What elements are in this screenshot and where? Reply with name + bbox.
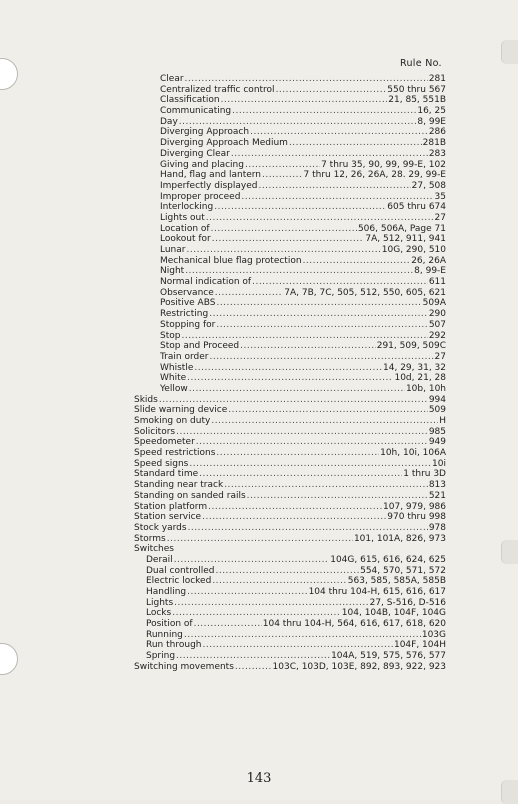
index-term: Speedometer [134, 437, 195, 448]
index-entry [134, 288, 446, 299]
index-term: Lookout for [160, 234, 211, 245]
rule-reference: 10d, 21, 28 [394, 373, 446, 384]
index-term: Diverging Clear [160, 148, 230, 159]
rule-reference: 813 [428, 480, 446, 491]
index-entry [134, 373, 446, 384]
dot-leader [209, 352, 433, 363]
index-term: Running [146, 629, 183, 640]
rule-reference: 104 thru 104-H, 564, 616, 617, 618, 620 [262, 619, 446, 630]
dot-leader [184, 630, 421, 641]
rule-reference: 21, 85, 551B [388, 95, 446, 106]
index-entry [134, 416, 446, 427]
dot-leader [224, 480, 428, 491]
rule-reference: 104 thru 104-H, 615, 616, 617 [308, 587, 446, 597]
index-term: Handling [146, 587, 187, 597]
rule-reference: 8, 99-E [414, 266, 446, 277]
dot-leader [215, 288, 283, 299]
index-term: Lights out [160, 212, 205, 223]
rule-reference: 104G, 615, 616, 624, 625 [330, 554, 446, 565]
dot-leader [208, 502, 382, 513]
dot-leader [172, 608, 341, 619]
index-entry [134, 149, 446, 160]
rule-reference: 7A, 7B, 7C, 505, 512, 550, 605, 621 [284, 287, 446, 298]
index-entry [134, 544, 446, 555]
rule-reference: 26, 26A [411, 255, 446, 266]
rule-reference: 286 [428, 127, 446, 138]
page-tab-middle [501, 540, 518, 564]
index-term: Night [160, 266, 185, 277]
index-entry [134, 502, 446, 513]
index-entry [134, 202, 446, 213]
dot-leader [245, 160, 320, 171]
index-term: Derail [146, 554, 173, 565]
rule-reference: 104A, 519, 575, 576, 577 [331, 651, 446, 662]
punch-hole-top [0, 58, 18, 90]
index-term: Stopping for [160, 319, 216, 330]
rule-reference: 605 thru 674 [387, 202, 446, 213]
page-tab-top [501, 40, 518, 64]
index-entry [134, 309, 446, 320]
index-term: Whistle [160, 362, 194, 373]
index-entry [134, 224, 446, 235]
index-entry [134, 662, 446, 673]
index-entry [134, 437, 446, 448]
rule-reference: 35 [434, 191, 446, 202]
dot-leader [228, 405, 428, 416]
index-term: Classification [160, 95, 220, 106]
dot-leader [167, 534, 353, 545]
index-term: Smoking on duty [134, 416, 211, 426]
index-entry [134, 523, 446, 534]
index-entry [134, 117, 446, 128]
rule-reference: 281 [428, 74, 446, 84]
dot-leader [250, 127, 428, 138]
index-entry [134, 95, 446, 106]
index-entry [134, 320, 446, 331]
rule-reference: 103G [421, 629, 446, 640]
index-entry [134, 213, 446, 224]
index-term: Yellow [160, 383, 188, 394]
rule-reference: 509 [428, 405, 446, 416]
rule-reference: 16, 25 [417, 106, 446, 117]
index-entry [134, 405, 446, 416]
index-term: Station service [134, 512, 202, 523]
dot-leader [252, 277, 428, 288]
index-term: Lights [146, 597, 174, 608]
index-term: Mechanical blue flag protection [160, 255, 302, 266]
index-entry [134, 138, 446, 149]
index-entry [134, 630, 446, 641]
index-entry [134, 427, 446, 438]
dot-leader [179, 117, 417, 128]
dot-leader [196, 437, 428, 448]
dot-leader [221, 95, 388, 106]
rule-reference: 509A [422, 298, 446, 309]
rule-reference: 10h, 10i, 106A [380, 448, 446, 459]
index-entry [134, 480, 446, 491]
index-entry [134, 245, 446, 256]
rule-reference: 10G, 290, 510 [381, 245, 446, 255]
rule-reference: 994 [428, 394, 446, 405]
index-entry [134, 566, 446, 577]
dot-leader [276, 85, 387, 96]
index-entry [134, 277, 446, 288]
rule-reference: 27 [434, 351, 446, 362]
dot-leader [212, 576, 346, 587]
rule-reference: 985 [428, 426, 446, 437]
index-term: Skids [134, 394, 158, 405]
index-term: Storms [134, 533, 166, 544]
rule-reference: 281B [422, 138, 446, 149]
index-term: Positive ABS [160, 298, 216, 309]
index-entry [134, 127, 446, 138]
index-entry [134, 598, 446, 609]
dot-leader [214, 202, 386, 213]
index-entry [134, 448, 446, 459]
index-term: Observance [160, 287, 214, 298]
rule-reference: 521 [428, 490, 446, 501]
index-entry [134, 459, 446, 470]
index-term: Spring [146, 651, 176, 662]
dot-leader [187, 587, 307, 598]
dot-leader [199, 469, 402, 480]
index-term: Stop and Proceed [160, 341, 240, 352]
index-entry [134, 534, 446, 545]
index-entry [134, 85, 446, 96]
index-entry [134, 395, 446, 406]
dot-leader [181, 331, 427, 342]
dot-leader [216, 448, 379, 459]
index-entry [134, 555, 446, 566]
dot-leader [194, 363, 382, 374]
rule-reference: 506, 506A, Page 71 [357, 223, 446, 234]
rule-reference: 10b, 10h [405, 383, 446, 394]
dot-leader [289, 138, 422, 149]
index-entry [134, 512, 446, 523]
rule-reference: 103C, 103D, 103E, 892, 893, 922, 923 [272, 661, 446, 672]
rule-reference: H [439, 416, 446, 426]
index-term: Dual controlled [146, 565, 215, 576]
dot-leader [159, 395, 428, 406]
index-entry [134, 106, 446, 117]
index-term: Normal indication of [160, 277, 252, 288]
index-entry [134, 181, 446, 192]
index-entry [134, 384, 446, 395]
index-term: Hand, flag and lantern [160, 170, 262, 181]
rule-reference: 1 thru 3D [403, 469, 446, 480]
index-term: Speed signs [134, 458, 189, 469]
index-entry [134, 74, 446, 85]
index-entry [134, 234, 446, 245]
dot-leader [202, 640, 392, 651]
dot-leader [247, 491, 428, 502]
dot-leader [235, 662, 272, 673]
rule-reference: 7 thru 12, 26, 26A, 28. 29, 99-E [303, 170, 446, 181]
index-entry [134, 640, 446, 651]
rule-reference: 970 thru 998 [387, 512, 446, 523]
index-term: Standing near track [134, 480, 224, 491]
rule-reference: 949 [428, 437, 446, 448]
index-term: Lunar [160, 245, 186, 255]
index-entry [134, 192, 446, 203]
dot-leader [202, 512, 386, 523]
rule-reference: 27 [434, 212, 446, 223]
rule-reference: 14, 29, 31, 32 [383, 362, 446, 373]
dot-leader [211, 416, 438, 427]
page-number: 143 [246, 771, 272, 786]
index-term: Diverging Approach Medium [160, 138, 288, 149]
dot-leader [216, 298, 421, 309]
index-term: Locks [146, 608, 172, 619]
index-term: Station platform [134, 501, 208, 512]
index-term: Standard time [134, 469, 199, 480]
index-entry [134, 469, 446, 480]
dot-leader [212, 234, 365, 245]
index-term: Speed restrictions [134, 448, 216, 459]
index-term: Train order [160, 351, 209, 362]
index-term: Restricting [160, 309, 209, 320]
dot-leader [187, 373, 393, 384]
rule-reference: 104, 104B, 104F, 104G [341, 608, 446, 619]
rule-reference: 27, S-516, D-516 [369, 597, 446, 608]
index-entry [134, 651, 446, 662]
rule-reference: 563, 585, 585A, 585B [347, 576, 446, 587]
rule-reference: 101, 101A, 826, 973 [353, 533, 446, 544]
dot-leader [176, 427, 428, 438]
index-entry [134, 266, 446, 277]
dot-leader [186, 245, 380, 256]
rule-reference: 8, 99E [417, 116, 446, 127]
index-entry [134, 587, 446, 598]
rule-reference: 554, 570, 571, 572 [360, 565, 446, 576]
index-entry [134, 298, 446, 309]
index-entry [134, 491, 446, 502]
rule-reference: 7A, 512, 911, 941 [365, 234, 446, 245]
rule-reference: 104F, 104H [393, 640, 446, 651]
index-term: Slide warning device [134, 405, 228, 416]
index-entry [134, 352, 446, 363]
rule-reference: 290 [428, 309, 446, 320]
rule-reference: 27, 508 [411, 180, 446, 191]
rule-reference: 292 [428, 330, 446, 341]
rule-reference: 550 thru 567 [387, 84, 446, 95]
index-entry [134, 170, 446, 181]
dot-leader [174, 598, 368, 609]
dot-leader [232, 106, 416, 117]
rule-reference: 291, 509, 509C [376, 341, 446, 352]
index-term: Day [160, 116, 178, 127]
index-term: Diverging Approach [160, 127, 250, 138]
dot-leader [176, 651, 330, 662]
index-term: Solicitors [134, 426, 176, 437]
dot-leader [206, 213, 434, 224]
dot-leader [216, 320, 427, 331]
dot-leader [231, 149, 428, 160]
rule-number-header: Rule No. [400, 58, 442, 69]
index-entry [134, 608, 446, 619]
rule-reference: 507 [428, 319, 446, 330]
dot-leader [241, 192, 433, 203]
dot-leader [211, 224, 357, 235]
dot-leader [188, 523, 428, 534]
punch-hole-bottom [0, 643, 18, 675]
index-term: Run through [146, 640, 202, 651]
index-list [134, 74, 446, 673]
index-term: Imperfectly displayed [160, 180, 258, 191]
index-term: Improper proceed [160, 191, 241, 202]
index-term: Clear [160, 74, 184, 84]
rule-reference: 611 [428, 277, 446, 288]
dot-leader [185, 74, 428, 85]
dot-leader [194, 619, 262, 630]
index-entry [134, 256, 446, 267]
index-term: Stock yards [134, 522, 187, 533]
dot-leader [185, 266, 413, 277]
index-entry [134, 331, 446, 342]
dot-leader [240, 341, 376, 352]
dot-leader [258, 181, 410, 192]
index-term: Switches [134, 544, 174, 555]
index-term: Location of [160, 223, 210, 234]
index-term: Interlocking [160, 202, 214, 213]
index-entry [134, 341, 446, 352]
index-entry [134, 619, 446, 630]
rule-reference: 107, 979, 986 [383, 501, 446, 512]
index-term: Communicating [160, 106, 232, 117]
dot-leader [209, 309, 428, 320]
index-term: Position of [146, 619, 193, 630]
index-term: Standing on sanded rails [134, 490, 246, 501]
rule-reference: 10i [432, 458, 446, 469]
rule-reference: 978 [428, 522, 446, 533]
index-term: Stop [160, 330, 181, 341]
dot-leader [262, 170, 302, 181]
index-entry [134, 576, 446, 587]
dot-leader [303, 256, 411, 267]
index-entry [134, 160, 446, 171]
dot-leader [189, 459, 431, 470]
index-term: Giving and placing [160, 159, 244, 170]
index-entry [134, 363, 446, 374]
index-term: Centralized traffic control [160, 84, 275, 95]
dot-leader [189, 384, 405, 395]
rule-reference: 283 [428, 148, 446, 159]
dot-leader [174, 555, 330, 566]
dot-leader [215, 566, 359, 577]
rule-reference: 7 thru 35, 90, 99, 99-E, 102 [321, 159, 446, 170]
index-term: Switching movements [134, 661, 234, 672]
index-term: White [160, 373, 187, 384]
index-term: Electric locked [146, 576, 212, 587]
